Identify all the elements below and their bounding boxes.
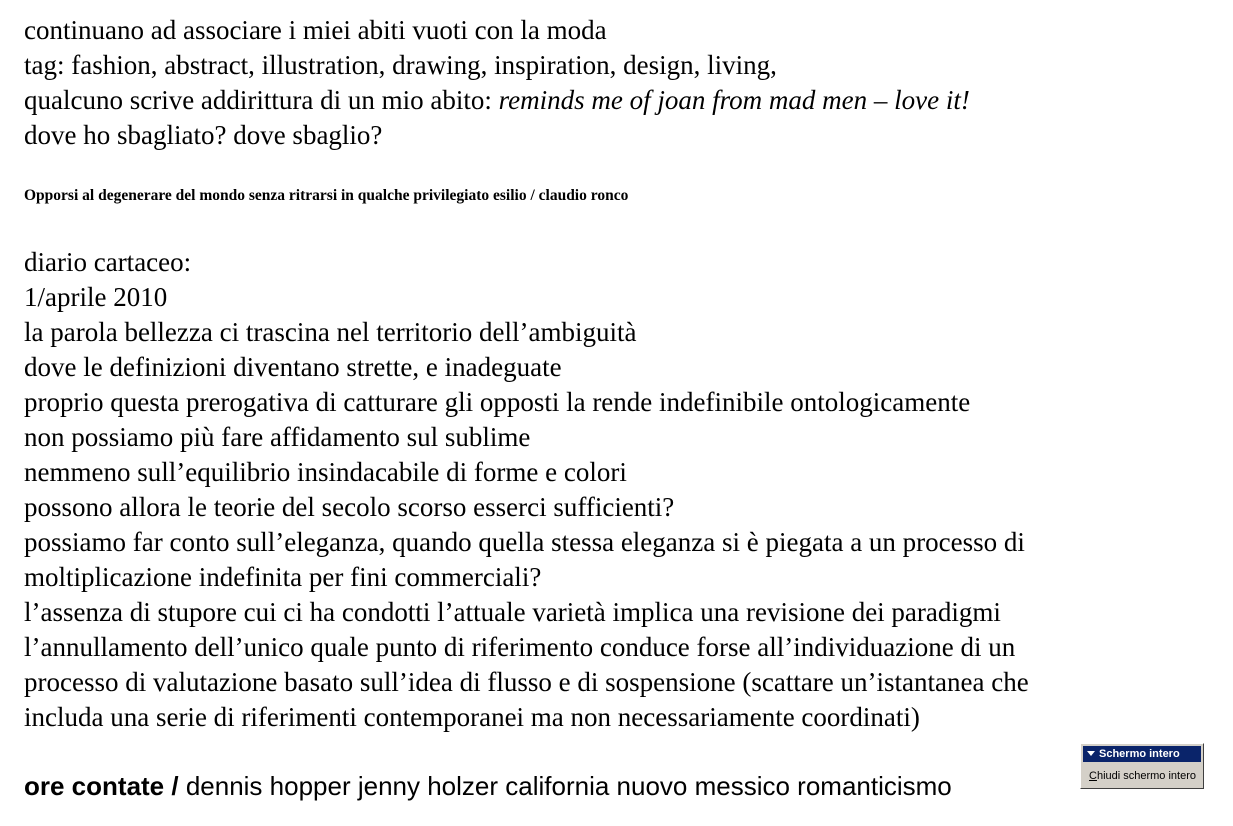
diary-line: non possiamo più fare affidamento sul sublime xyxy=(24,422,531,452)
text-line: dove ho sbagliato? dove sbaglio? xyxy=(24,120,383,150)
close-fullscreen-button[interactable] xyxy=(1089,769,1196,783)
fullscreen-toolbar-titlebar[interactable] xyxy=(1083,746,1201,762)
diary-line: proprio questa prerogativa di catturare gli opposti la rende indefinibile ontologicamente xyxy=(24,387,971,417)
footer-line xyxy=(24,770,952,802)
diary-line: nemmeno sull’equilibrio insindacabile di forme e colori xyxy=(24,457,627,487)
diary-line: dove le definizioni diventano strette, e inadeguate xyxy=(24,352,562,382)
diary-text-block xyxy=(24,245,1029,735)
caret-down-icon[interactable] xyxy=(1087,751,1095,756)
tags-line: tag: fashion, abstract, illustration, drawing, inspiration, design, living, xyxy=(24,50,777,80)
diary-line: includa una serie di riferimenti contemporanei ma non necessariamente coordinati) xyxy=(24,702,920,732)
citation-line: Opporsi al degenerare del mondo senza ritrarsi in qualche privilegiato esilio / claudio ronco xyxy=(24,187,629,204)
diary-line: moltiplicazione indefinita per fini commerciali? xyxy=(24,562,542,592)
close-fullscreen-accesskey: C xyxy=(1089,770,1097,782)
diary-line: possono allora le teorie del secolo scorso esserci sufficienti? xyxy=(24,492,675,522)
italic-quote: reminds me of joan from mad men – love it! xyxy=(498,85,970,115)
diary-line: possiamo far conto sull’eleganza, quando quella stessa eleganza si è piegata a un processo di xyxy=(24,527,1025,557)
comment-lead-text: qualcuno scrive addirittura di un mio abito: xyxy=(24,85,499,115)
comment-line xyxy=(24,83,970,118)
footer-bold-label: ore contate / xyxy=(24,771,179,801)
fullscreen-toolbar[interactable] xyxy=(1080,743,1204,789)
fullscreen-toolbar-title: Schermo intero xyxy=(1099,748,1180,760)
diary-date: 1/aprile 2010 xyxy=(24,282,168,312)
text-line: continuano ad associare i miei abiti vuoti con la moda xyxy=(24,15,607,45)
diary-heading: diario cartaceo: xyxy=(24,247,192,277)
diary-line: la parola bellezza ci trascina nel territorio dell’ambiguità xyxy=(24,317,637,347)
intro-text-block xyxy=(24,13,970,153)
diary-line: l’assenza di stupore cui ci ha condotti l’attuale varietà implica una revisione dei paradigmi xyxy=(24,597,1001,627)
diary-line: processo di valutazione basato sull’idea di flusso e di sospensione (scattare un’istantanea che xyxy=(24,667,1029,697)
close-fullscreen-label: hiudi schermo intero xyxy=(1096,770,1197,782)
footer-keywords: dennis hopper jenny holzer california nuovo messico romanticismo xyxy=(178,771,952,801)
diary-line: l’annullamento dell’unico quale punto di riferimento conduce forse all’individuazione di un xyxy=(24,632,1016,662)
